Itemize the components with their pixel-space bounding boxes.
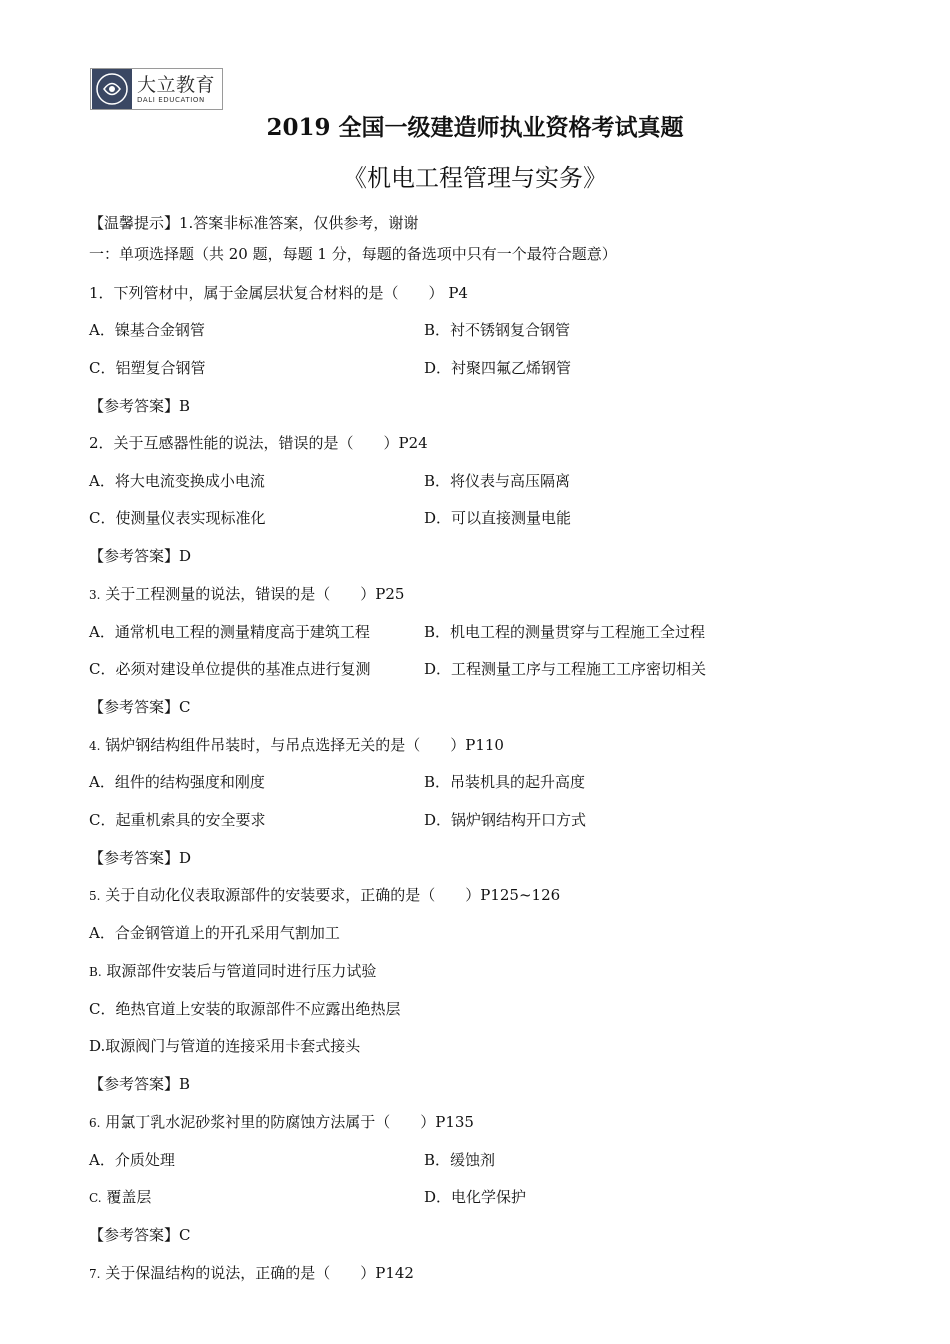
option-a: A．镍基合金钢管 [89, 321, 205, 339]
question-text: 关于保温结构的说法，正确的是（ ）P142 [105, 1264, 414, 1282]
option-b: B．吊装机具的起升高度 [424, 773, 586, 791]
option-b: B．衬不锈钢复合钢管 [424, 321, 571, 339]
question-number: 2． [89, 434, 114, 452]
option-c: C．使测量仪表实现标准化 [89, 509, 266, 527]
option-c: C．绝热官道上安装的取源部件不应露出绝热层 [89, 1000, 401, 1018]
option-d: D.取源阀门与管道的连接采用卡套式接头 [89, 1037, 361, 1055]
option-c: C．起重机索具的安全要求 [89, 811, 266, 829]
question-text: 关于互感器性能的说法，错误的是（ ）P24 [113, 434, 428, 452]
option-c: C．铝塑复合钢管 [89, 359, 206, 377]
question-text: 用氯丁乳水泥砂浆衬里的防腐蚀方法属于（ ）P135 [105, 1113, 474, 1131]
option-c: C．必须对建设单位提供的基准点进行复测 [89, 660, 371, 678]
document-title: 2019 全国一级建造师执业资格考试真题 [266, 114, 684, 141]
question-text: 关于自动化仪表取源部件的安装要求，正确的是（ ）P125~126 [105, 886, 561, 904]
option-d: D．锅炉钢结构开口方式 [424, 811, 587, 829]
option-a: A．介质处理 [89, 1151, 175, 1169]
question-text: 关于工程测量的说法，错误的是（ ）P25 [105, 585, 405, 603]
question-stem [89, 584, 404, 605]
question-stem [89, 1112, 474, 1133]
option-b: B. 取源部件安装后与管道同时进行压力试验 [89, 962, 377, 980]
question-number: 4. [89, 739, 101, 753]
document-subtitle: 《机电工程管理与实务》 [343, 164, 607, 192]
question-number: 7. [89, 1267, 101, 1281]
dali-education-logo [90, 68, 223, 110]
option-b: B．机电工程的测量贯穿与工程施工全过程 [424, 623, 706, 641]
logo-name-en: DALI EDUCATION [137, 95, 205, 104]
question-stem [89, 735, 504, 756]
question-stem [89, 283, 468, 303]
answer-line: 【参考答案】D [89, 547, 192, 565]
option-c: C. 覆盖层 [89, 1188, 152, 1206]
answer-line: 【参考答案】C [89, 698, 191, 716]
section-heading: 一：单项选择题（共 20 题，每题 1 分，每题的备选项中只有一个最符合题意） [89, 245, 617, 263]
tip-line: 【温馨提示】1.答案非标准答案，仅供参考，谢谢 [89, 214, 419, 232]
option-d: D．衬聚四氟乙烯钢管 [424, 359, 572, 377]
question-number: 5. [89, 889, 101, 903]
question-text: 下列管材中，属于金属层状复合材料的是（ ） P4 [113, 284, 468, 302]
question-number: 3. [89, 588, 101, 602]
option-a: A．合金钢管道上的开孔采用气割加工 [89, 924, 340, 942]
option-a: A．通常机电工程的测量精度高于建筑工程 [89, 623, 370, 641]
option-b: B．将仪表与高压隔离 [424, 472, 571, 490]
logo-name-cn: 大立教育 [137, 73, 216, 96]
question-text: 锅炉钢结构组件吊装时，与吊点选择无关的是（ ）P110 [105, 736, 504, 754]
option-d: D．可以直接测量电能 [424, 509, 572, 527]
option-a: A．将大电流变换成小电流 [89, 472, 265, 490]
answer-line: 【参考答案】C [89, 1226, 191, 1244]
logo-emblem-icon [92, 69, 132, 109]
question-number: 1． [89, 284, 114, 302]
answer-line: 【参考答案】B [89, 1075, 191, 1093]
option-d: D．电化学保护 [424, 1188, 527, 1206]
question-number: 6. [89, 1116, 101, 1130]
question-stem [89, 1263, 414, 1284]
answer-line: 【参考答案】B [89, 397, 191, 415]
option-a: A．组件的结构强度和刚度 [89, 773, 265, 791]
question-stem [89, 885, 560, 906]
option-d: D．工程测量工序与工程施工工序密切相关 [424, 660, 707, 678]
answer-line: 【参考答案】D [89, 849, 192, 867]
question-stem [89, 433, 428, 453]
option-b: B．缓蚀剂 [424, 1151, 496, 1169]
